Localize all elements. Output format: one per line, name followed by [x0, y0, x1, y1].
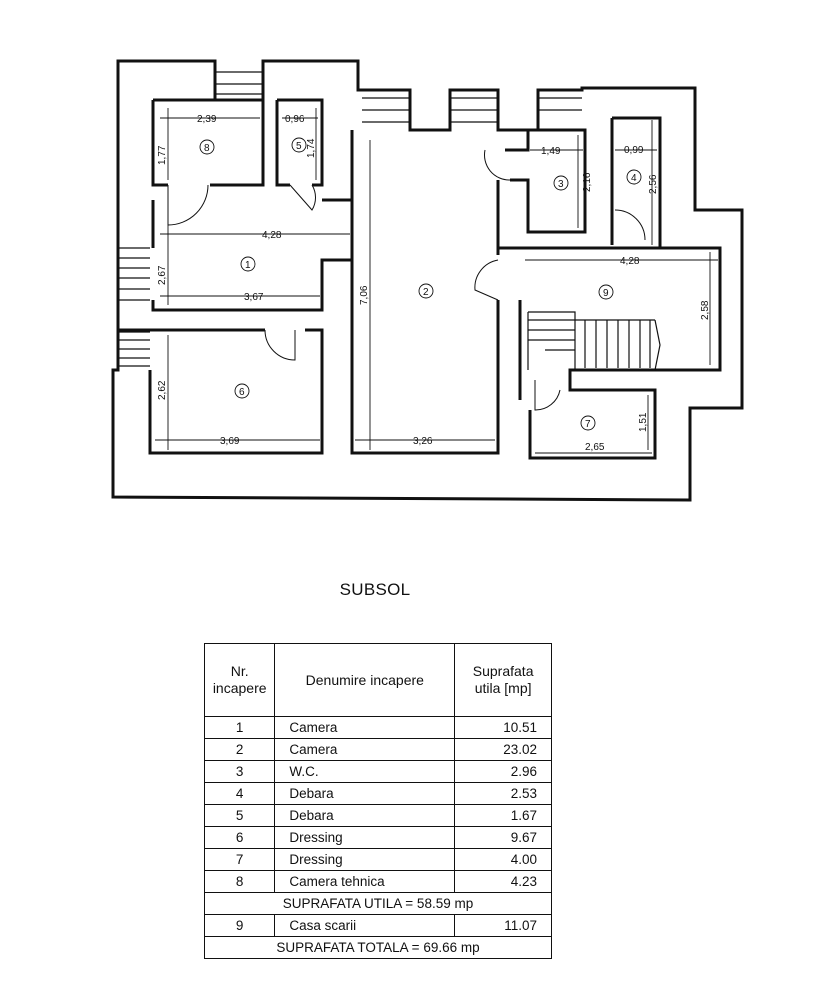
dim-9-width: 4,28: [620, 256, 640, 267]
table-row: [205, 827, 552, 849]
row-name: W.C.: [275, 761, 455, 783]
row-name: Camera: [275, 717, 455, 739]
dim-2-width: 3,26: [413, 436, 433, 447]
table-row: [205, 761, 552, 783]
row-name: Dressing: [275, 827, 455, 849]
row-nr: 2: [205, 739, 275, 761]
svg-text:1: 1: [245, 260, 251, 271]
row-nr: 7: [205, 849, 275, 871]
row-area: 11.07: [455, 915, 552, 937]
row-nr: 3: [205, 761, 275, 783]
room-number-6: [235, 384, 249, 398]
table-row: [205, 717, 552, 739]
dim-3-height: 2,16: [582, 172, 593, 192]
dim-7-width: 2,65: [585, 442, 605, 453]
table-row: [205, 871, 552, 893]
room-number-9: [599, 285, 613, 299]
row-area: 9.67: [455, 827, 552, 849]
dim-4-height: 2,56: [648, 174, 659, 194]
table-row: [205, 805, 552, 827]
dim-9-height: 2,58: [700, 300, 711, 320]
dimension-lines: [155, 108, 718, 453]
header-name: Denumire incapere: [275, 644, 455, 717]
svg-text:7: 7: [585, 419, 591, 430]
total-row: [205, 937, 552, 959]
area-table: [204, 643, 552, 959]
table-header-row: [205, 644, 552, 717]
row-nr: 4: [205, 783, 275, 805]
interior-stairs: [528, 312, 660, 370]
top-stairs: [215, 72, 582, 122]
table-row: [205, 915, 552, 937]
dim-2-height: 7,06: [359, 285, 370, 305]
row-name: Casa scarii: [275, 915, 455, 937]
row-nr: 8: [205, 871, 275, 893]
dim-6-width: 3,69: [220, 436, 240, 447]
dim-7-height: 1,51: [638, 412, 649, 432]
total-text: SUPRAFATA TOTALA = 69.66 mp: [205, 937, 552, 959]
row-name: Dressing: [275, 849, 455, 871]
dimension-labels: [157, 114, 711, 453]
row-name: Debara: [275, 805, 455, 827]
dim-3-width: 1,49: [541, 146, 561, 157]
plan-title: SUBSOL: [339, 580, 411, 599]
row-area: 4.23: [455, 871, 552, 893]
header-nr: Nr. incapere: [205, 644, 275, 717]
table-row: [205, 739, 552, 761]
row-nr: 5: [205, 805, 275, 827]
room-number-4: [627, 170, 641, 184]
room-number-7: [581, 416, 595, 430]
svg-text:3: 3: [558, 179, 564, 190]
svg-text:6: 6: [239, 387, 245, 398]
dim-1-width-lower: 3,67: [244, 292, 264, 303]
dim-8-width: 2,39: [197, 114, 217, 125]
svg-text:2: 2: [423, 287, 429, 298]
svg-text:4: 4: [631, 173, 637, 184]
table-row: [205, 783, 552, 805]
dim-5-height: 1,74: [306, 138, 317, 158]
row-area: 4.00: [455, 849, 552, 871]
row-area: 10.51: [455, 717, 552, 739]
row-name: Camera: [275, 739, 455, 761]
subtotal-row: [205, 893, 552, 915]
svg-text:9: 9: [603, 288, 609, 299]
dim-1-width: 4,28: [262, 230, 282, 241]
dim-5-width: 0,96: [285, 114, 305, 125]
room-number-8: [200, 140, 214, 154]
room-number-3: [554, 176, 568, 190]
row-area: 23.02: [455, 739, 552, 761]
dim-6-height: 2,62: [157, 380, 168, 400]
entry-stairs-left: [118, 248, 150, 366]
row-area: 1.67: [455, 805, 552, 827]
table-row: [205, 849, 552, 871]
subtotal-text: SUPRAFATA UTILA = 58.59 mp: [205, 893, 552, 915]
row-nr: 6: [205, 827, 275, 849]
room-number-5: [292, 138, 306, 152]
dim-4-width: 0,99: [624, 145, 644, 156]
svg-text:5: 5: [296, 141, 302, 152]
row-name: Camera tehnica: [275, 871, 455, 893]
room-number-1: [241, 257, 255, 271]
dim-1-height: 2,67: [157, 265, 168, 285]
row-nr: 9: [205, 915, 275, 937]
svg-text:8: 8: [204, 143, 210, 154]
header-area: Suprafata utila [mp]: [455, 644, 552, 717]
room-number-2: [419, 284, 433, 298]
row-area: 2.96: [455, 761, 552, 783]
dim-8-height: 1,77: [157, 145, 168, 165]
row-area: 2.53: [455, 783, 552, 805]
row-nr: 1: [205, 717, 275, 739]
row-name: Debara: [275, 783, 455, 805]
